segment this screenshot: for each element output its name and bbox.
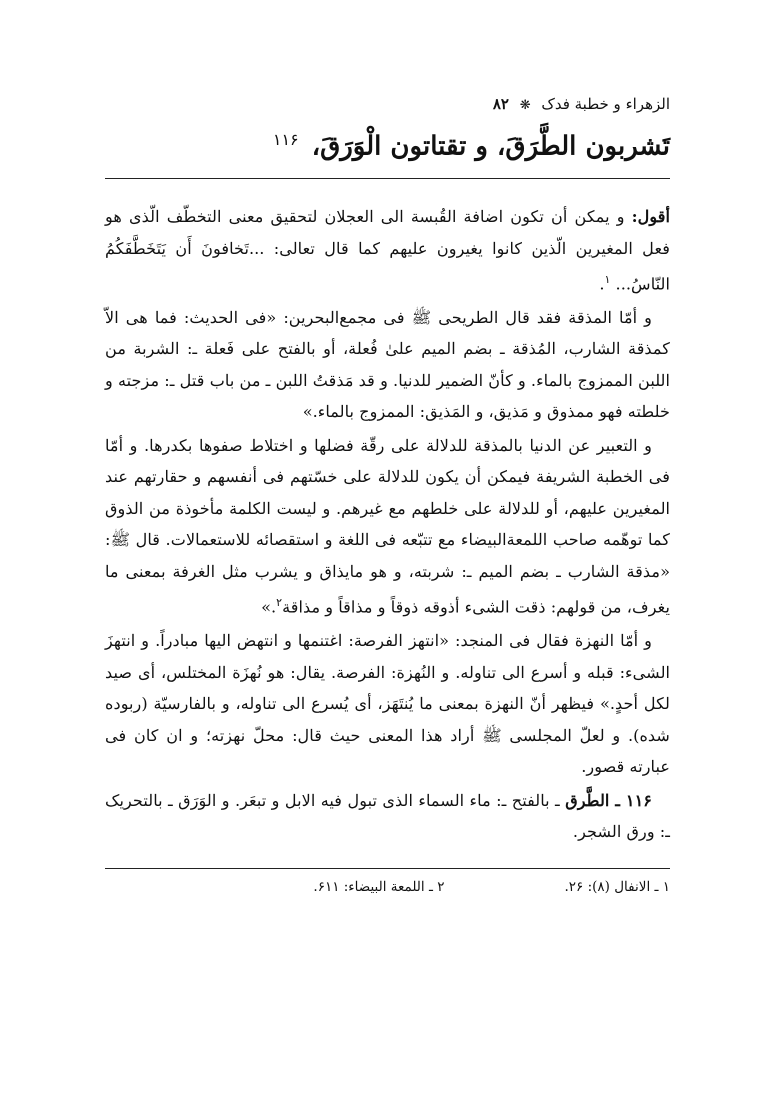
commentary-paragraph [105,302,670,428]
commentary-paragraph: أقول: و يمكن أن تكون اضافة القُبسة الى العجلان لتحقيق معنى التخطّف الّذى هو فعل المغيرين الّذين كانوا يغيرون عليهم كما قال تعالى: ...تَخافونَ أَن يَتَخَطَّفَكُمُ النّاسُ... $^۱$. [105,207,670,294]
commentary-text: ـ بالفتح ـ: ماء السماء الذى تبول فيه الابل و تبعَر. و الوَرَق ـ بالتحريک ـ: ورق الشجر. [105,790,670,842]
commentary-tail: .» [261,597,277,617]
commentary-paragraph [105,625,670,783]
document-page [105,92,670,895]
header-divider [105,178,670,179]
sermon-text: تَشربون الطَّرَقَ، و تقتاتون الْوَرَقَ، [311,131,670,162]
star-separator-icon: ❋ [519,98,531,113]
footnote-item: ۱ ـ الانفال (۸): ۲۶. [564,878,670,895]
footnote-item: ۲ ـ اللمعة البيضاء: ۶۱۱. [313,878,445,895]
note-116-lead: ۱۱۶ ـ الطَّرق [565,790,653,810]
commentary-paragraph [105,785,670,848]
page-number: ۸۲ [492,95,509,113]
commentary-body [105,201,670,848]
running-header [105,92,670,118]
commentary-paragraph [105,430,670,623]
commentary-text: و أمّا المذقة فقد قال الطريحى ﷺ فى مجمع‌البحرين: «فى الحديث: فما هى الاّ كمذقة الشارب، المُذقة ـ بضم الميم علىٰ فُعلة، أو بالفتح على فَعلة ـ: الشربة من اللبن الممزوج بالماء. و كأنّ الضمير للدنيا. و قد مَذقتُ اللبن ـ من باب قتل ـ: مزجته و خلطته فهو ممذوق و مَذيق، و المَذيق: الممزوج بالماء.» [105,307,670,422]
footnote-ref: ۲ [276,596,283,610]
sermon-text-line [105,120,670,164]
footnote-ref: ۱ [604,273,611,286]
footnote-divider [105,868,670,869]
book-title: الزهراء و خطبة فدک [541,95,670,113]
commentary-text: و التعبير عن الدنيا بالمذقة للدلالة على رقّة فضلها و اختلاط صفوها بكدرها. و أمّا فى الخطبة الشريفة فيمكن أن يكون للدلالة على خسّتهم فى أنفسهم و حقارتهم عند المغيرين عليهم، أو للدلالة على خلطهم مع غيرهم. و ليست الكلمة مأخوذة من الذوق كما توهّمه صاحب اللمعةالبيضاء مع تتبّعه فى اللغة و استقصائه للاستعمالات. قال ﷺ: «مذقة الشارب ـ بضم الميم ـ: شربته، و هو مايذاق و يشرب مثل الغرفة بمعنى ما يغرف، من قولهم: ذقت الشىء أذوقه ذوقاً و مذاقاً و مذاقة [105,435,670,617]
commentary-lead: أقول: [631,207,670,226]
sermon-note-number: ۱۱۶ [272,130,299,149]
commentary-text: و أمّا النهزة فقال فى المنجد: «انتهز الفرصة: اغتنمها و انتهض اليها مبادراً. و انتهزَ الشىء: قبله و أسرع الى تناوله. و النُهزة: الفرصة. يقال: هو نُهزَة المختلس، أى صيد لكل أحدٍ.» فيظهر أنّ النهزة بمعنى ما يُنتَهَز، أى يُسرع الى تناوله، و بالفارسيّة (ربوده شده). و لعلّ المجلسى ﷺ أراد هذا المعنى حيث قال: محلّ نهزته؛ و ان كان فى عبارته قصور. [105,631,670,777]
footnotes [105,879,670,895]
commentary-text: و يمكن أن تكون اضافة القُبسة الى العجلان لتحقيق معنى التخطّف الّذى هو فعل المغيرين الّذين كانوا يغيرون عليهم كما قال تعالى: ...تَخافونَ أَن يَتَخَطَّفَكُمُ النّاسُ... [105,207,670,294]
